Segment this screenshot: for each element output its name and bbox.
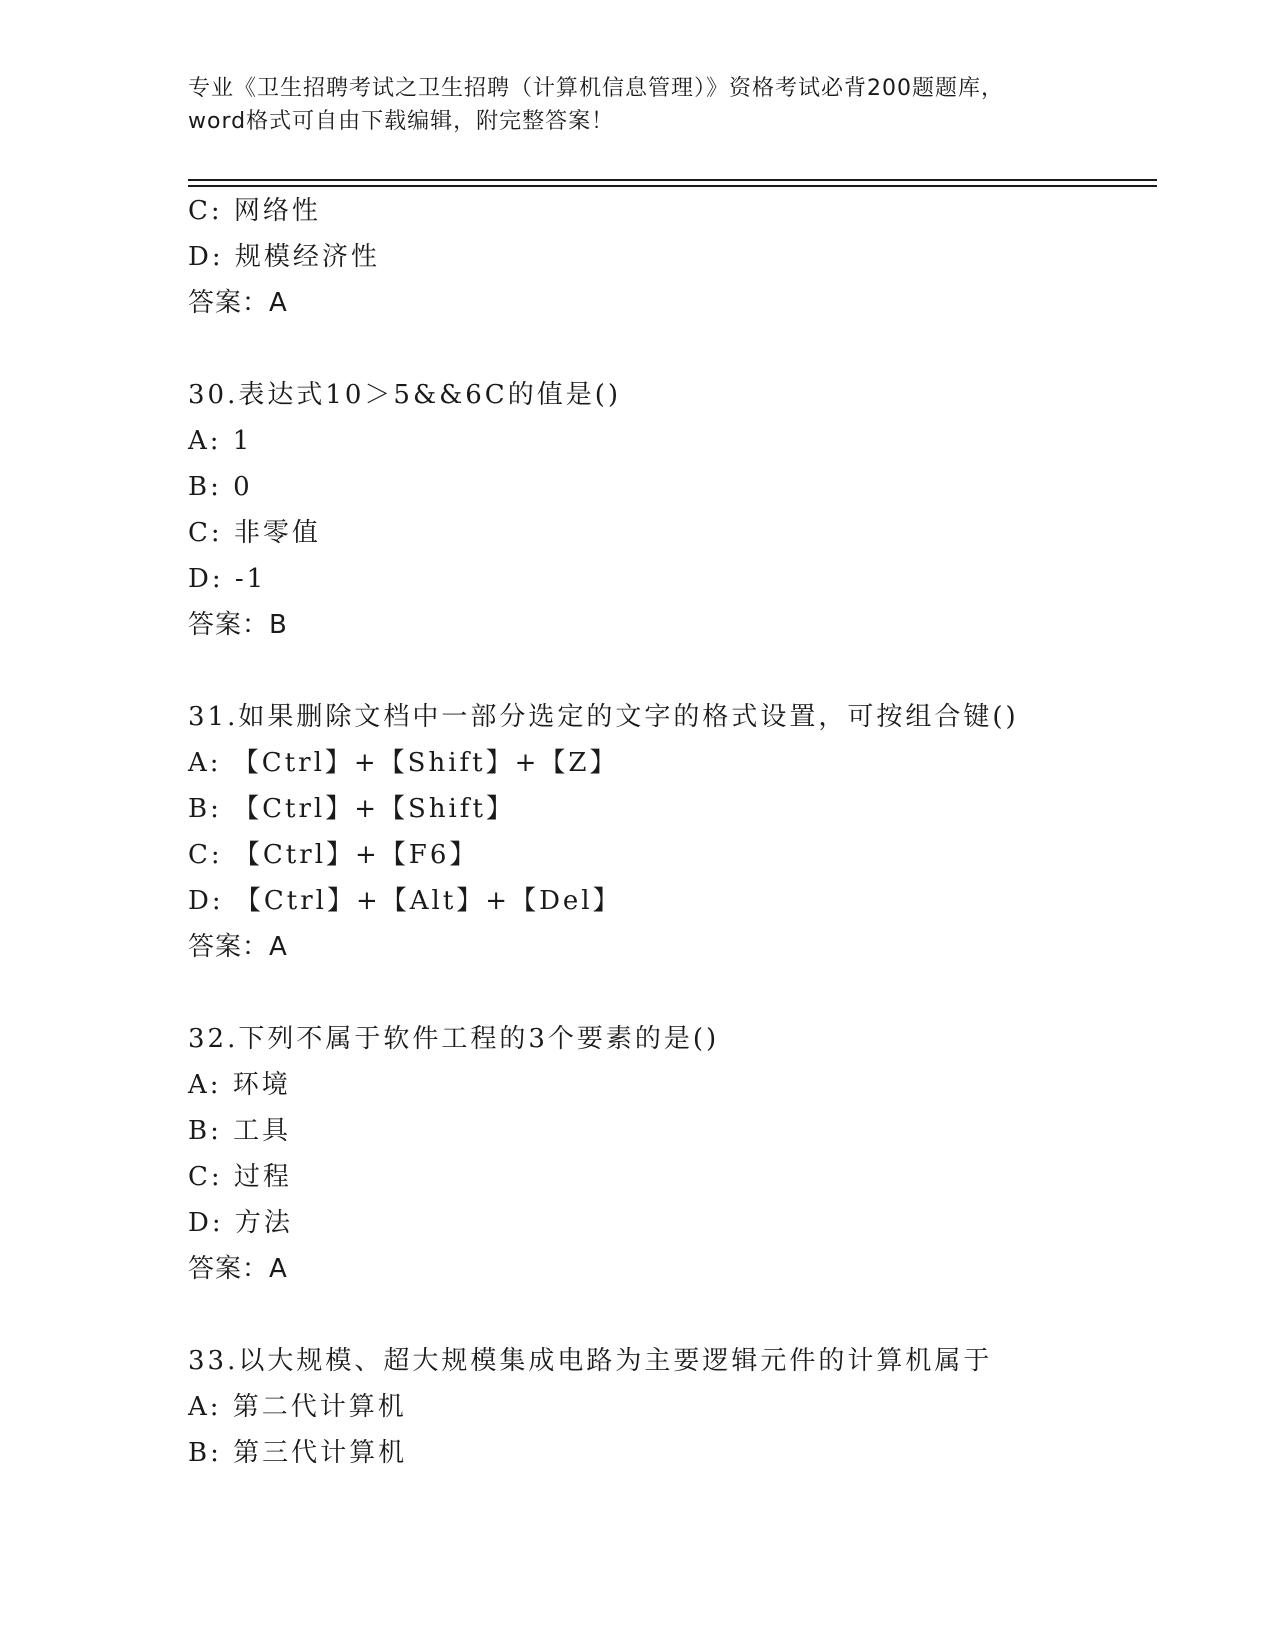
answer-line: 答案：A [188,1254,288,1284]
question-33 [188,1338,1157,1476]
header-title-line-1: 专业《卫生招聘考试之卫生招聘（计算机信息管理）》资格考试必背200题题库， [188,76,1004,101]
option-d: D: 规模经济性 [188,242,380,272]
option-b: B: 【Ctrl】+【Shift】 [188,794,515,824]
question-stem: 31.如果删除文档中一部分选定的文字的格式设置，可按组合键() [188,702,1019,732]
header-divider-top [188,179,1157,181]
spacer [188,648,1157,694]
option-d: D: 方法 [188,1208,293,1238]
question-stem: 33.以大规模、超大规模集成电路为主要逻辑元件的计算机属于 [188,1346,993,1376]
option-b: B: 第三代计算机 [188,1438,408,1468]
question-30 [188,372,1157,648]
spacer [188,970,1157,1016]
spacer [188,326,1157,372]
option-a: A: 【Ctrl】+【Shift】+【Z】 [188,748,619,778]
option-c: C: 网络性 [188,196,321,226]
header-divider-bottom [188,185,1157,187]
previous-question-tail [188,188,1157,326]
answer-line: 答案：B [188,610,288,640]
question-stem: 32.下列不属于软件工程的3个要素的是() [188,1024,720,1054]
option-c: C: 【Ctrl】+【F6】 [188,840,479,870]
option-c: C: 非零值 [188,518,321,548]
question-32 [188,1016,1157,1292]
option-a: A: 1 [188,426,253,456]
question-31 [188,694,1157,970]
spacer [188,1292,1157,1338]
option-d: D: 【Ctrl】+【Alt】+【Del】 [188,886,622,916]
option-a: A: 第二代计算机 [188,1392,407,1422]
question-list [188,188,1157,1476]
question-stem: 30.表达式10＞5&&6C的值是() [188,380,621,410]
header-title-line-2: word格式可自由下载编辑，附完整答案！ [188,109,615,134]
option-b: B: 0 [188,472,253,502]
option-c: C: 过程 [188,1162,292,1192]
option-d: D: -1 [188,564,267,594]
document-header [188,72,1088,138]
answer-line: 答案：A [188,288,288,318]
answer-line: 答案：A [188,932,288,962]
option-a: A: 环境 [188,1070,291,1100]
option-b: B: 工具 [188,1116,292,1146]
